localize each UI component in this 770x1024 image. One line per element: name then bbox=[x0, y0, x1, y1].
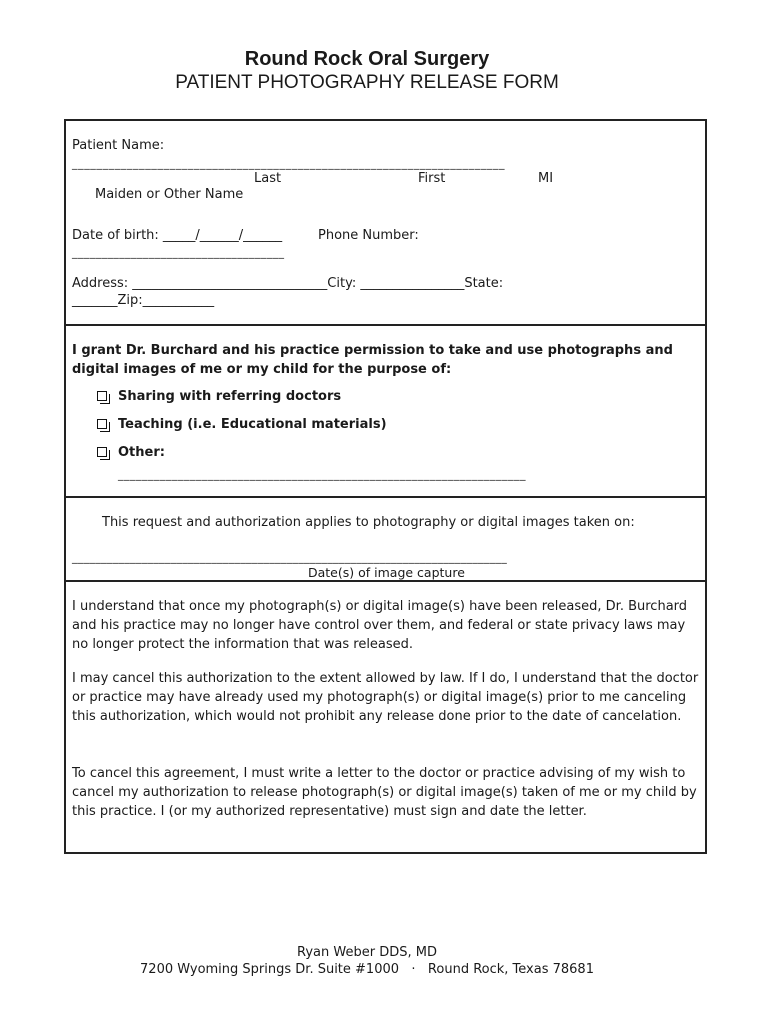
terms-section bbox=[66, 582, 705, 854]
middle-initial-label: MI bbox=[538, 171, 554, 186]
phone-number-label: Phone Number: bbox=[318, 228, 419, 243]
zip-field[interactable]: _______Zip:___________ bbox=[72, 293, 215, 308]
patient-name-label: Patient Name: bbox=[72, 138, 165, 153]
checkbox-referring-doctors[interactable] bbox=[97, 391, 107, 401]
other-purpose-field[interactable]: ____________________________________________________________________ bbox=[118, 468, 526, 481]
terms-paragraph-procedure: To cancel this agreement, I must write a letter to the doctor or practice advising of my wish to cancel my authorization to release photograph(s) or digital image(s) taken of me or my child by this practice. I (or my authorized representative) must sign and date the letter. bbox=[72, 766, 697, 819]
practice-title: Round Rock Oral Surgery bbox=[244, 48, 490, 70]
terms-paragraph-cancel: I may cancel this authorization to the extent allowed by law. If I do, I understand that the doctor or practice may have already used my photograph(s) or digital image(s) prior to me canceling this authorization, which would not prohibit any release done prior to the date of cancelation. bbox=[72, 671, 699, 724]
patient-info-section bbox=[66, 121, 705, 325]
permission-statement: I grant Dr. Burchard and his practice permission to take and use photographs and digital images of me or my child for the purpose of: bbox=[72, 343, 673, 377]
terms-paragraph-release: I understand that once my photograph(s) or digital image(s) have been released, Dr. Burchard and his practice may no longer have control over them, and federal or state privacy laws may no longer protect the information that was released. bbox=[72, 599, 688, 652]
first-name-label: First bbox=[418, 171, 446, 186]
checkbox-teaching[interactable] bbox=[97, 419, 107, 429]
release-form bbox=[64, 119, 707, 854]
phone-number-field[interactable]: ____________________________________ bbox=[72, 246, 285, 259]
address-field[interactable]: Address: ______________________________City: ________________State: bbox=[72, 276, 504, 291]
footer-address: 7200 Wyoming Springs Dr. Suite #1000 · Round Rock, Texas 78681 bbox=[140, 962, 594, 977]
option-teaching: Teaching (i.e. Educational materials) bbox=[118, 417, 387, 432]
footer-doctor: Ryan Weber DDS, MD bbox=[297, 945, 437, 960]
checkbox-other[interactable] bbox=[97, 447, 107, 457]
maiden-name-label: Maiden or Other Name bbox=[95, 187, 244, 202]
image-capture-date-field[interactable]: ___________________________________________________________________________ bbox=[72, 551, 507, 564]
option-referring-doctors: Sharing with referring doctors bbox=[118, 389, 342, 404]
permission-section bbox=[66, 326, 705, 496]
dates-statement: This request and authorization applies to photography or digital images taken on: bbox=[102, 515, 635, 530]
form-title: PATIENT PHOTOGRAPHY RELEASE FORM bbox=[175, 72, 559, 93]
patient-name-field[interactable]: _______________________________________________________________________ bbox=[72, 157, 506, 170]
image-capture-date-caption: Date(s) of image capture bbox=[308, 565, 465, 580]
date-of-birth-field[interactable]: Date of birth: _____/______/______ bbox=[72, 228, 283, 243]
last-name-label: Last bbox=[254, 171, 282, 186]
dates-section bbox=[66, 498, 705, 580]
option-other: Other: bbox=[118, 445, 165, 460]
